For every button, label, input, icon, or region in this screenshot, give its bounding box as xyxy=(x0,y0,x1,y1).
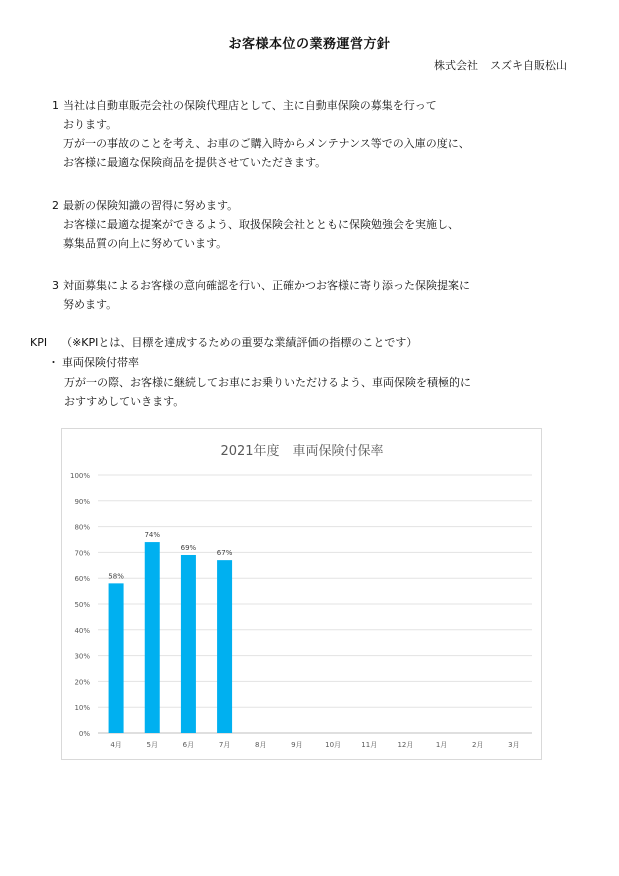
bar xyxy=(109,583,124,733)
policy-number: 2 xyxy=(52,199,59,212)
y-tick-label: 30% xyxy=(74,652,90,661)
data-label: 69% xyxy=(180,543,197,552)
y-tick-label: 90% xyxy=(74,497,90,506)
y-tick-label: 50% xyxy=(74,601,90,609)
x-tick-label: 3月 xyxy=(508,741,520,749)
x-tick-label: 4月 xyxy=(110,741,122,749)
x-tick-label: 7月 xyxy=(218,741,231,749)
policy-number: 3 xyxy=(52,279,59,292)
data-label: 74% xyxy=(144,531,161,540)
kpi-heading xyxy=(30,334,417,350)
kpi-item xyxy=(48,354,139,370)
kpi-item-title: 車両保険付帯率 xyxy=(62,356,139,369)
kpi-label: KPI xyxy=(30,336,48,349)
y-tick-label: 60% xyxy=(74,575,90,584)
x-tick-label: 11月 xyxy=(361,741,378,749)
x-tick-label: 6月 xyxy=(182,741,195,749)
company-name xyxy=(434,57,567,73)
y-tick-label: 0% xyxy=(78,730,90,738)
y-tick-label: 80% xyxy=(74,523,90,532)
x-tick-label: 9月 xyxy=(291,741,303,749)
bar xyxy=(181,555,196,733)
policy-item-3 xyxy=(52,276,470,314)
x-tick-label: 5月 xyxy=(146,741,158,749)
data-label: 67% xyxy=(216,549,233,558)
policy-line: 当社は自動車販売会社の保険代理店として、主に自動車保険の募集を行って xyxy=(63,99,437,112)
policy-line: 対面募集によるお客様の意向確認を行い、正確かつお客様に寄り添った保険提案に xyxy=(63,279,470,292)
company-type: 株式会社 xyxy=(434,59,478,72)
policy-number: 1 xyxy=(52,99,59,112)
y-tick-label: 10% xyxy=(74,704,90,713)
chart-title: 2021年度 車両保険付保率 xyxy=(220,444,384,459)
x-tick-label: 8月 xyxy=(255,741,267,749)
kpi-desc-line: 万が一の際、お客様に継続してお車にお乗りいただけるよう、車両保険を積極的に xyxy=(64,376,471,389)
policy-item-1 xyxy=(52,96,470,172)
data-label: 58% xyxy=(108,572,124,581)
policy-line: 最新の保険知識の習得に努めます。 xyxy=(63,199,239,212)
y-tick-label: 70% xyxy=(74,549,90,558)
bar xyxy=(217,560,232,733)
bullet-mark: ・ xyxy=(48,356,59,369)
policy-line: 努めます。 xyxy=(63,298,118,311)
policy-line: 万が一の事故のことを考え、お車のご購入時からメンテナンス等での入庫の度に、 xyxy=(63,137,470,150)
policy-line: お客様に最適な提案ができるよう、取扱保険会社とともに保険勉強会を実施し、 xyxy=(63,218,459,231)
x-tick-label: 2月 xyxy=(472,741,484,749)
kpi-item-description xyxy=(64,373,471,411)
policy-line: 募集品質の向上に努めています。 xyxy=(63,237,228,250)
policy-line: おります。 xyxy=(63,118,118,131)
policy-line: お客様に最適な保険商品を提供させていただきます。 xyxy=(63,156,327,169)
x-tick-label: 12月 xyxy=(397,741,414,749)
y-tick-label: 20% xyxy=(74,678,90,687)
page-title: お客様本位の業務運営方針 xyxy=(228,37,391,52)
kpi-note: （※KPIとは、目標を達成するための重要な業績評価の指標のことです） xyxy=(61,336,418,349)
x-tick-label: 1月 xyxy=(435,741,448,749)
y-tick-label: 100% xyxy=(69,472,90,480)
company-brand: スズキ自販松山 xyxy=(490,59,567,72)
chart-container xyxy=(61,428,542,760)
x-tick-label: 10月 xyxy=(325,741,342,749)
y-tick-label: 40% xyxy=(74,626,90,635)
policy-item-2 xyxy=(52,196,459,253)
bar xyxy=(145,542,160,733)
bar-chart xyxy=(62,429,543,761)
kpi-desc-line: おすすめしていきます。 xyxy=(64,395,185,408)
